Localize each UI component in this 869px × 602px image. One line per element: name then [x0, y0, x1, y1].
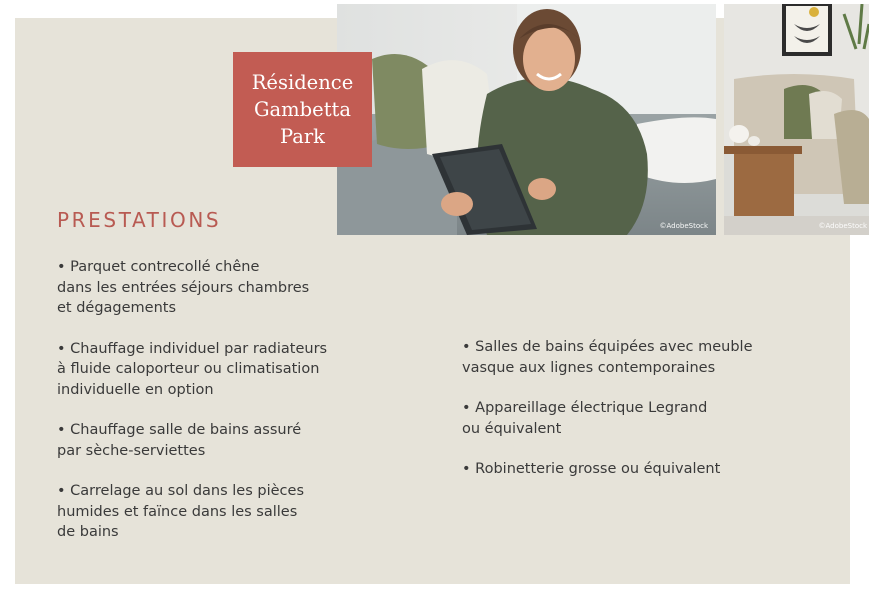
item-line: • Chauffage salle de bains assuré	[57, 422, 302, 438]
section-heading: PRESTATIONS	[57, 208, 222, 232]
title-line: Résidence	[251, 71, 354, 94]
photo-living-room-image	[724, 4, 869, 235]
prestation-item	[57, 420, 387, 461]
prestation-item	[462, 398, 822, 439]
photo-credit: ©AdobeStock	[659, 222, 708, 230]
title-line: Gambetta	[253, 98, 351, 121]
item-line: • Parquet contrecollé chêne	[57, 259, 260, 275]
item-line: vasque aux lignes contemporaines	[462, 359, 716, 376]
item-line: humides et faïnce dans les salles	[57, 503, 298, 520]
photo-credit-side: ©AdobeStock	[818, 222, 867, 230]
item-line: • Salles de bains équipées avec meuble	[462, 339, 753, 355]
prestations-right-column	[462, 337, 822, 500]
item-line: ou équivalent	[462, 420, 562, 437]
item-line: • Appareillage électrique Legrand	[462, 400, 708, 416]
residence-title-box	[233, 52, 372, 167]
prestation-item	[57, 481, 387, 543]
prestation-item	[462, 337, 822, 378]
prestations-left-column	[57, 257, 387, 563]
item-line: par sèche-serviettes	[57, 442, 206, 459]
item-line: à fluide caloporteur ou climatisation	[57, 361, 320, 377]
item-line: • Carrelage au sol dans les pièces	[57, 483, 304, 499]
prestation-item	[57, 257, 387, 319]
photo-woman-tablet	[337, 4, 716, 235]
prestation-item	[462, 459, 822, 480]
item-line: de bains	[57, 524, 119, 540]
item-line: individuelle en option	[57, 381, 214, 398]
item-line: et dégagements	[57, 300, 177, 316]
item-line: • Robinetterie grosse ou équivalent	[462, 461, 721, 477]
title-line: Park	[279, 125, 325, 148]
photo-living-room	[724, 4, 869, 235]
item-line: dans les entrées séjours chambres	[57, 279, 310, 296]
photo-woman-tablet-image	[337, 4, 716, 235]
item-line: • Chauffage individuel par radiateurs	[57, 340, 328, 357]
prestation-item	[57, 339, 387, 401]
